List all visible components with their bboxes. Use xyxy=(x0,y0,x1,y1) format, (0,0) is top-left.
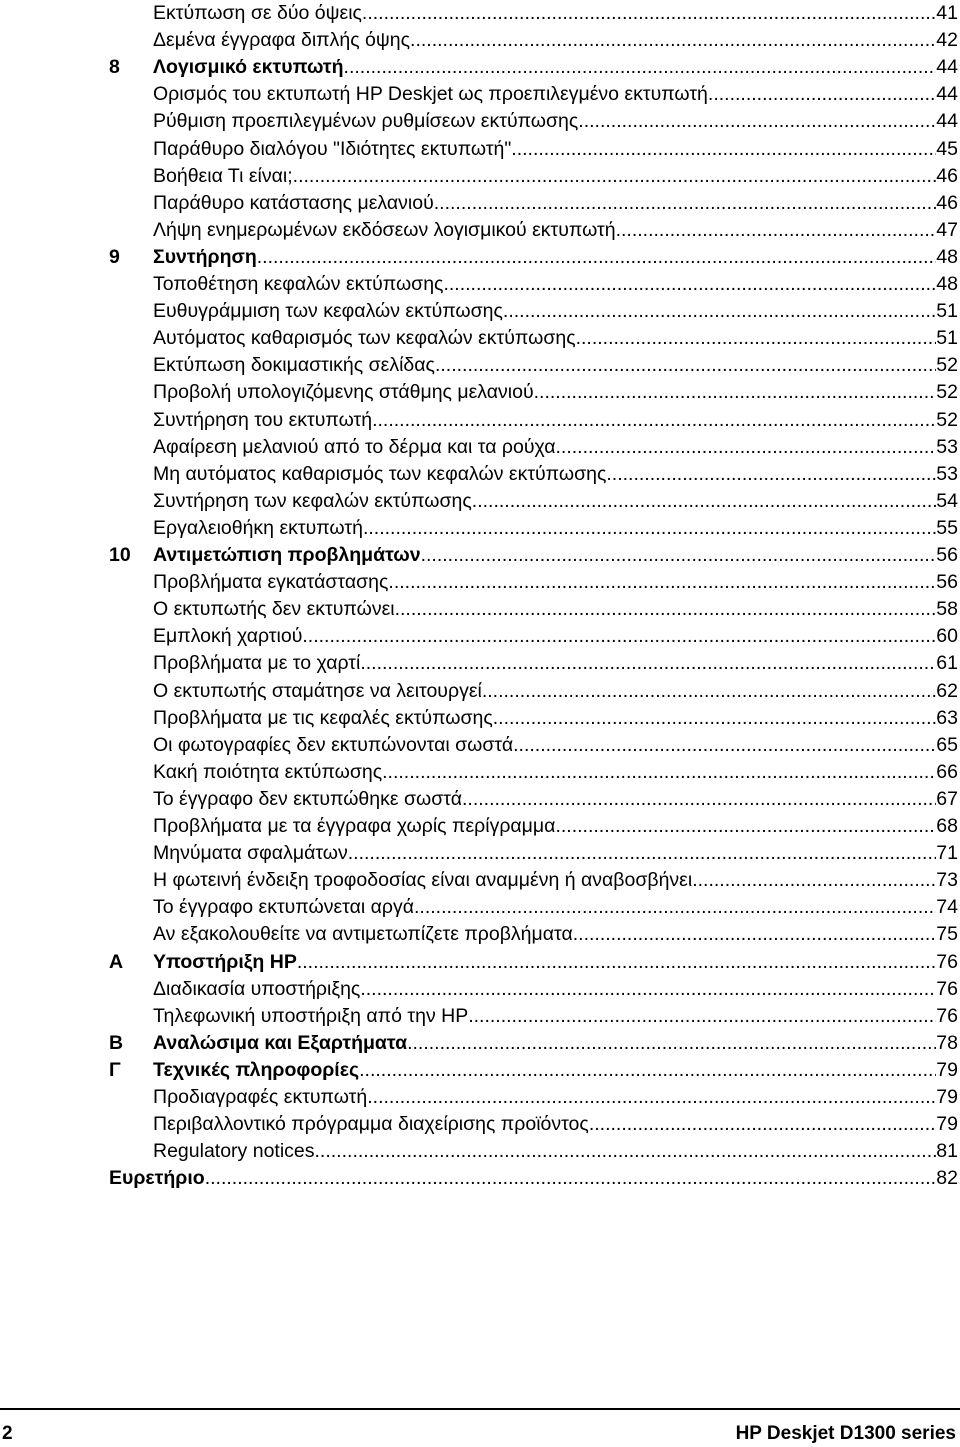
toc-page-number: 51 xyxy=(936,300,958,323)
toc-page-number: 68 xyxy=(936,815,958,837)
toc-entry[interactable] xyxy=(0,542,960,569)
toc-leader-dots xyxy=(462,786,936,813)
toc-entry-title: Ο εκτυπωτής σταμάτησε να λειτουργεί xyxy=(153,679,482,702)
toc-entry-title: Προβλήματα με το χαρτί xyxy=(153,652,361,675)
toc-entry-line xyxy=(153,136,958,163)
toc-chapter-number: 9 xyxy=(109,245,120,268)
toc-entry-title: Περιβαλλοντικό πρόγραμμα διαχείρισης προϊόντος xyxy=(153,1113,589,1136)
toc-entry-line xyxy=(153,434,958,461)
toc-entry[interactable] xyxy=(0,190,960,217)
toc-leader-dots xyxy=(205,1165,937,1192)
toc-entry[interactable] xyxy=(0,488,960,515)
toc-entry[interactable] xyxy=(0,894,960,921)
toc-entry[interactable] xyxy=(0,678,960,705)
toc-entry-title: Ευρετήριο xyxy=(109,1167,205,1190)
toc-entry-line xyxy=(153,705,958,732)
toc-entry-line xyxy=(153,217,958,244)
toc-page-number: 53 xyxy=(936,435,958,458)
toc-page-number: 60 xyxy=(936,625,958,648)
toc-entry-line xyxy=(153,190,958,217)
toc-entry-title: Παράθυρο κατάστασης μελανιού xyxy=(153,191,434,214)
toc-page-number: 74 xyxy=(936,896,958,919)
toc-entry-title: Συντήρηση xyxy=(153,245,257,268)
toc-entry[interactable] xyxy=(0,54,960,81)
toc-leader-dots xyxy=(578,108,936,135)
toc-entry[interactable] xyxy=(0,108,960,135)
toc-page-number: 61 xyxy=(936,652,958,675)
toc-entry-line xyxy=(153,867,958,894)
toc-entry[interactable] xyxy=(0,0,960,27)
toc-entry-title: Μη αυτόματος καθαρισμός των κεφαλών εκτύπωσης xyxy=(153,462,607,485)
toc-entry-line xyxy=(153,271,958,298)
toc-entry-line xyxy=(153,379,958,406)
footer-product-name: HP Deskjet D1300 series xyxy=(735,1423,956,1444)
toc-entry-line xyxy=(153,786,958,813)
toc-entry-title: Ο εκτυπωτής δεν εκτυπώνει xyxy=(153,598,395,621)
toc-leader-dots xyxy=(573,921,937,948)
toc-page-number: 46 xyxy=(936,191,958,214)
toc-leader-dots xyxy=(348,840,937,867)
toc-entry-line xyxy=(153,108,958,135)
toc-entry-line xyxy=(153,759,958,786)
toc-entry-title: Τοποθέτηση κεφαλών εκτύπωσης xyxy=(153,273,444,295)
toc-entry-title: Εκτύπωση σε δύο όψεις xyxy=(153,2,362,24)
toc-leader-dots xyxy=(555,813,936,840)
toc-entry[interactable] xyxy=(0,867,960,894)
toc-entry-line xyxy=(153,813,958,840)
toc-page-number: 76 xyxy=(936,977,958,1000)
toc-entry-line xyxy=(153,1111,958,1138)
toc-entry[interactable] xyxy=(0,217,960,244)
toc-entry[interactable] xyxy=(0,461,960,488)
toc-page-number: 47 xyxy=(936,218,958,241)
toc-entry-line xyxy=(153,840,958,867)
toc-leader-dots xyxy=(359,1057,936,1084)
toc-leader-dots xyxy=(616,217,937,244)
toc-entry-title: Υποστήριξη HP xyxy=(153,950,297,973)
toc-entry[interactable] xyxy=(0,1165,960,1192)
toc-leader-dots xyxy=(360,976,936,1003)
toc-entry-title: Εργαλειοθήκη εκτυπωτή xyxy=(153,516,363,539)
toc-entry-line xyxy=(153,461,958,488)
toc-page-number: 55 xyxy=(936,516,958,539)
toc-leader-dots xyxy=(443,271,936,298)
toc-leader-dots xyxy=(556,434,937,461)
toc-entry-title: Το έγγραφο εκτυπώνεται αργά xyxy=(153,896,414,919)
toc-entry-title: Ορισμός του εκτυπωτή HP Deskjet ως προεπιλεγμένο εκτυπωτή xyxy=(153,83,708,106)
toc-leader-dots xyxy=(293,163,937,190)
toc-page-number: 41 xyxy=(936,2,958,24)
toc-leader-dots xyxy=(692,867,936,894)
toc-entry[interactable] xyxy=(0,1003,960,1030)
toc-entry[interactable] xyxy=(0,949,960,976)
toc-entry-title: Συντήρηση των κεφαλών εκτύπωσης xyxy=(153,489,472,512)
toc-page-number: 58 xyxy=(936,598,958,621)
toc-leader-dots xyxy=(414,894,936,921)
toc-leader-dots xyxy=(435,352,936,379)
toc-entry-title: Αφαίρεση μελανιού από το δέρμα και τα ρούχα xyxy=(153,435,556,458)
toc-entry-line xyxy=(153,732,958,759)
toc-page-number: 75 xyxy=(936,923,958,946)
toc-entry-title: Εκτύπωση δοκιμαστικής σελίδας xyxy=(153,354,435,377)
toc-entry[interactable] xyxy=(0,976,960,1003)
toc-page-number: 48 xyxy=(936,245,958,268)
toc-entry-line xyxy=(153,325,958,352)
toc-entry-title: Μηνύματα σφαλμάτων xyxy=(153,842,348,865)
toc-entry-title: Αν εξακολουθείτε να αντιμετωπίζετε προβλήματα xyxy=(153,923,573,946)
toc-entry-line xyxy=(153,623,958,650)
toc-entry-title: Το έγγραφο δεν εκτυπώθηκε σωστά xyxy=(153,787,462,810)
toc-chapter-number: A xyxy=(109,950,124,973)
toc-entry[interactable] xyxy=(0,27,960,54)
toc-leader-dots xyxy=(482,678,936,705)
toc-leader-dots xyxy=(468,1003,936,1030)
toc-entry-title: Regulatory notices xyxy=(153,1140,315,1163)
toc-entry[interactable] xyxy=(0,379,960,406)
toc-entry-line xyxy=(153,949,958,976)
toc-entry-line xyxy=(153,569,958,596)
toc-leader-dots xyxy=(360,650,936,677)
toc-entry-title: Τεχνικές πληροφορίες xyxy=(153,1058,360,1081)
toc-entry-title: Εμπλοκή χαρτιού xyxy=(153,625,303,648)
toc-entry-line xyxy=(153,650,958,677)
footer-page-number: 2 xyxy=(2,1423,13,1444)
toc-leader-dots xyxy=(362,0,936,27)
toc-chapter-number: B xyxy=(109,1031,124,1054)
toc-leader-dots xyxy=(344,54,937,81)
toc-entry[interactable] xyxy=(0,352,960,379)
toc-entry-line xyxy=(153,542,958,569)
toc-entry-line xyxy=(153,27,958,54)
toc-entry-title: Ευθυγράμμιση των κεφαλών εκτύπωσης xyxy=(153,300,503,323)
toc-leader-dots xyxy=(315,1138,937,1165)
toc-leader-dots xyxy=(363,515,936,542)
toc-entry-title: Τηλεφωνική υποστήριξη από την HP xyxy=(153,1004,469,1027)
toc-entry[interactable] xyxy=(0,705,960,732)
toc-entry-line xyxy=(153,894,958,921)
toc-entry-line xyxy=(153,1138,958,1165)
toc-leader-dots xyxy=(511,136,936,163)
toc-entry-title: Αυτόματος καθαρισμός των κεφαλών εκτύπωσης xyxy=(153,327,576,350)
toc-leader-dots xyxy=(493,705,937,732)
toc-page-number: 56 xyxy=(936,571,958,594)
toc-entry-line xyxy=(109,1165,958,1192)
toc-entry[interactable] xyxy=(0,569,960,596)
toc-leader-dots xyxy=(503,298,936,325)
toc-page-number: 54 xyxy=(936,489,958,512)
toc-entry-title: Προβολή υπολογιζόμενης στάθμης μελανιού xyxy=(153,381,534,404)
toc-entry-line xyxy=(153,244,958,271)
toc-page-number: 52 xyxy=(936,381,958,404)
toc-page-number: 42 xyxy=(936,29,958,52)
toc-leader-dots xyxy=(421,542,937,569)
toc-entry-line xyxy=(153,163,958,190)
toc-leader-dots xyxy=(606,461,936,488)
toc-entry[interactable] xyxy=(0,623,960,650)
toc-entry-title: Διαδικασία υποστήριξης xyxy=(153,977,361,1000)
toc-page-number: 51 xyxy=(936,327,958,350)
toc-page-number: 48 xyxy=(936,273,958,295)
toc-page-number: 79 xyxy=(936,1113,958,1136)
toc-page-number: 53 xyxy=(936,462,958,485)
toc-page-number: 76 xyxy=(936,1004,958,1027)
toc-entry-line xyxy=(153,596,958,623)
toc-entry-title: Οι φωτογραφίες δεν εκτυπώνονται σωστά xyxy=(153,733,514,756)
toc-entry-title: Παράθυρο διαλόγου "Ιδιότητες εκτυπωτή" xyxy=(153,137,512,160)
toc-entry[interactable] xyxy=(0,244,960,271)
toc-entry[interactable] xyxy=(0,515,960,542)
toc-page-number: 81 xyxy=(936,1140,958,1163)
toc-entry[interactable] xyxy=(0,407,960,434)
toc-leader-dots xyxy=(410,27,936,54)
toc-entry-line xyxy=(153,407,958,434)
toc-page-number: 44 xyxy=(936,110,958,133)
toc-leader-dots xyxy=(302,623,936,650)
toc-page-number: 73 xyxy=(936,869,958,892)
toc-leader-dots xyxy=(434,190,937,217)
toc-entry[interactable] xyxy=(0,840,960,867)
toc-leader-dots xyxy=(472,488,937,515)
toc-page-number: 76 xyxy=(936,950,958,973)
toc-entry-line xyxy=(153,488,958,515)
toc-entry-line xyxy=(153,0,958,27)
toc-entry-title: Δεμένα έγγραφα διπλής όψης xyxy=(153,29,411,52)
toc-entry-title: Προδιαγραφές εκτυπωτή xyxy=(153,1086,368,1108)
toc-entry[interactable] xyxy=(0,298,960,325)
toc-entry[interactable] xyxy=(0,1111,960,1138)
toc-entry-line xyxy=(153,1057,958,1084)
toc-leader-dots xyxy=(388,569,936,596)
toc-entry-line xyxy=(153,921,958,948)
toc-leader-dots xyxy=(589,1111,936,1138)
toc-entry[interactable] xyxy=(0,271,960,298)
toc-entry-line xyxy=(153,1030,958,1057)
toc-page-number: 52 xyxy=(936,354,958,377)
toc-entry-title: Η φωτεινή ένδειξη τροφοδοσίας είναι αναμμένη ή αναβοσβήνει xyxy=(153,869,693,892)
toc-entry[interactable] xyxy=(0,921,960,948)
toc-entry-line xyxy=(153,1084,958,1111)
toc-entry-line xyxy=(153,54,958,81)
toc-entry-title: Αναλώσιμα και Εξαρτήματα xyxy=(153,1031,408,1054)
toc-entry-title: Προβλήματα με τις κεφαλές εκτύπωσης xyxy=(153,706,493,729)
toc-leader-dots xyxy=(257,244,937,271)
toc-entry-title: Προβλήματα εγκατάστασης xyxy=(153,571,389,594)
toc-entry-line xyxy=(153,352,958,379)
toc-leader-dots xyxy=(395,596,937,623)
toc-chapter-number: 8 xyxy=(109,56,120,79)
toc-page-number: 79 xyxy=(936,1086,958,1108)
toc-page-number: 56 xyxy=(936,544,958,566)
toc-page-number: 52 xyxy=(936,408,958,431)
toc-entry-line xyxy=(153,515,958,542)
toc-entry-title: Κακή ποιότητα εκτύπωσης xyxy=(153,760,383,783)
toc-leader-dots xyxy=(372,407,936,434)
toc-page-number: 44 xyxy=(936,83,958,106)
toc-leader-dots xyxy=(297,949,936,976)
toc-page-number: 66 xyxy=(936,760,958,783)
toc-leader-dots xyxy=(513,732,936,759)
toc-entry[interactable] xyxy=(0,1057,960,1084)
toc-entry[interactable] xyxy=(0,1084,960,1111)
toc-leader-dots xyxy=(708,81,936,108)
toc-page-number: 62 xyxy=(936,679,958,702)
toc-entry-title: Συντήρηση του εκτυπωτή xyxy=(153,408,373,431)
toc-page-number: 65 xyxy=(936,733,958,756)
toc-leader-dots xyxy=(382,759,936,786)
toc-leader-dots xyxy=(576,325,937,352)
toc-chapter-number: Γ xyxy=(109,1058,121,1081)
toc-entry[interactable] xyxy=(0,325,960,352)
toc-page-number: 45 xyxy=(936,137,958,160)
toc-page-number: 46 xyxy=(936,164,958,187)
toc-entry-title: Αντιμετώπιση προβλημάτων xyxy=(153,544,421,566)
toc-entry-title: Βοήθεια Τι είναι; xyxy=(153,164,293,187)
toc-entry-line xyxy=(153,678,958,705)
toc-entry-title: Ρύθμιση προεπιλεγμένων ρυθμίσεων εκτύπωσης xyxy=(153,110,579,133)
toc-page-number: 78 xyxy=(936,1031,958,1054)
toc-entry-title: Λογισμικό εκτυπωτή xyxy=(153,56,344,79)
toc-entry[interactable] xyxy=(0,596,960,623)
toc-entry-line xyxy=(153,81,958,108)
toc-entry-line xyxy=(153,976,958,1003)
toc-page-number: 63 xyxy=(936,706,958,729)
toc-chapter-number: 10 xyxy=(109,544,131,566)
toc-page-number: 67 xyxy=(936,787,958,810)
toc-entry[interactable] xyxy=(0,759,960,786)
toc-page-number: 44 xyxy=(936,56,958,79)
footer-divider xyxy=(0,1408,960,1410)
toc-leader-dots xyxy=(367,1084,936,1111)
toc-leader-dots xyxy=(407,1030,936,1057)
toc-entry[interactable] xyxy=(0,732,960,759)
toc-entry[interactable] xyxy=(0,434,960,461)
toc-entry-line xyxy=(153,298,958,325)
toc-entry[interactable] xyxy=(0,163,960,190)
toc-entry[interactable] xyxy=(0,813,960,840)
toc-entry[interactable] xyxy=(0,1138,960,1165)
toc-entry-line xyxy=(153,1003,958,1030)
toc-page-number: 82 xyxy=(936,1167,958,1190)
toc-entry[interactable] xyxy=(0,650,960,677)
toc-entry[interactable] xyxy=(0,786,960,813)
toc-entry[interactable] xyxy=(0,81,960,108)
toc-entry[interactable] xyxy=(0,136,960,163)
toc-entry-title: Λήψη ενημερωμένων εκδόσεων λογισμικού εκτυπωτή xyxy=(153,218,616,241)
toc-page-number: 71 xyxy=(936,842,958,865)
toc-leader-dots xyxy=(534,379,937,406)
toc-entry[interactable] xyxy=(0,1030,960,1057)
toc-page-number: 79 xyxy=(936,1058,958,1081)
toc-entry-title: Προβλήματα με τα έγγραφα χωρίς περίγραμμα xyxy=(153,815,556,837)
